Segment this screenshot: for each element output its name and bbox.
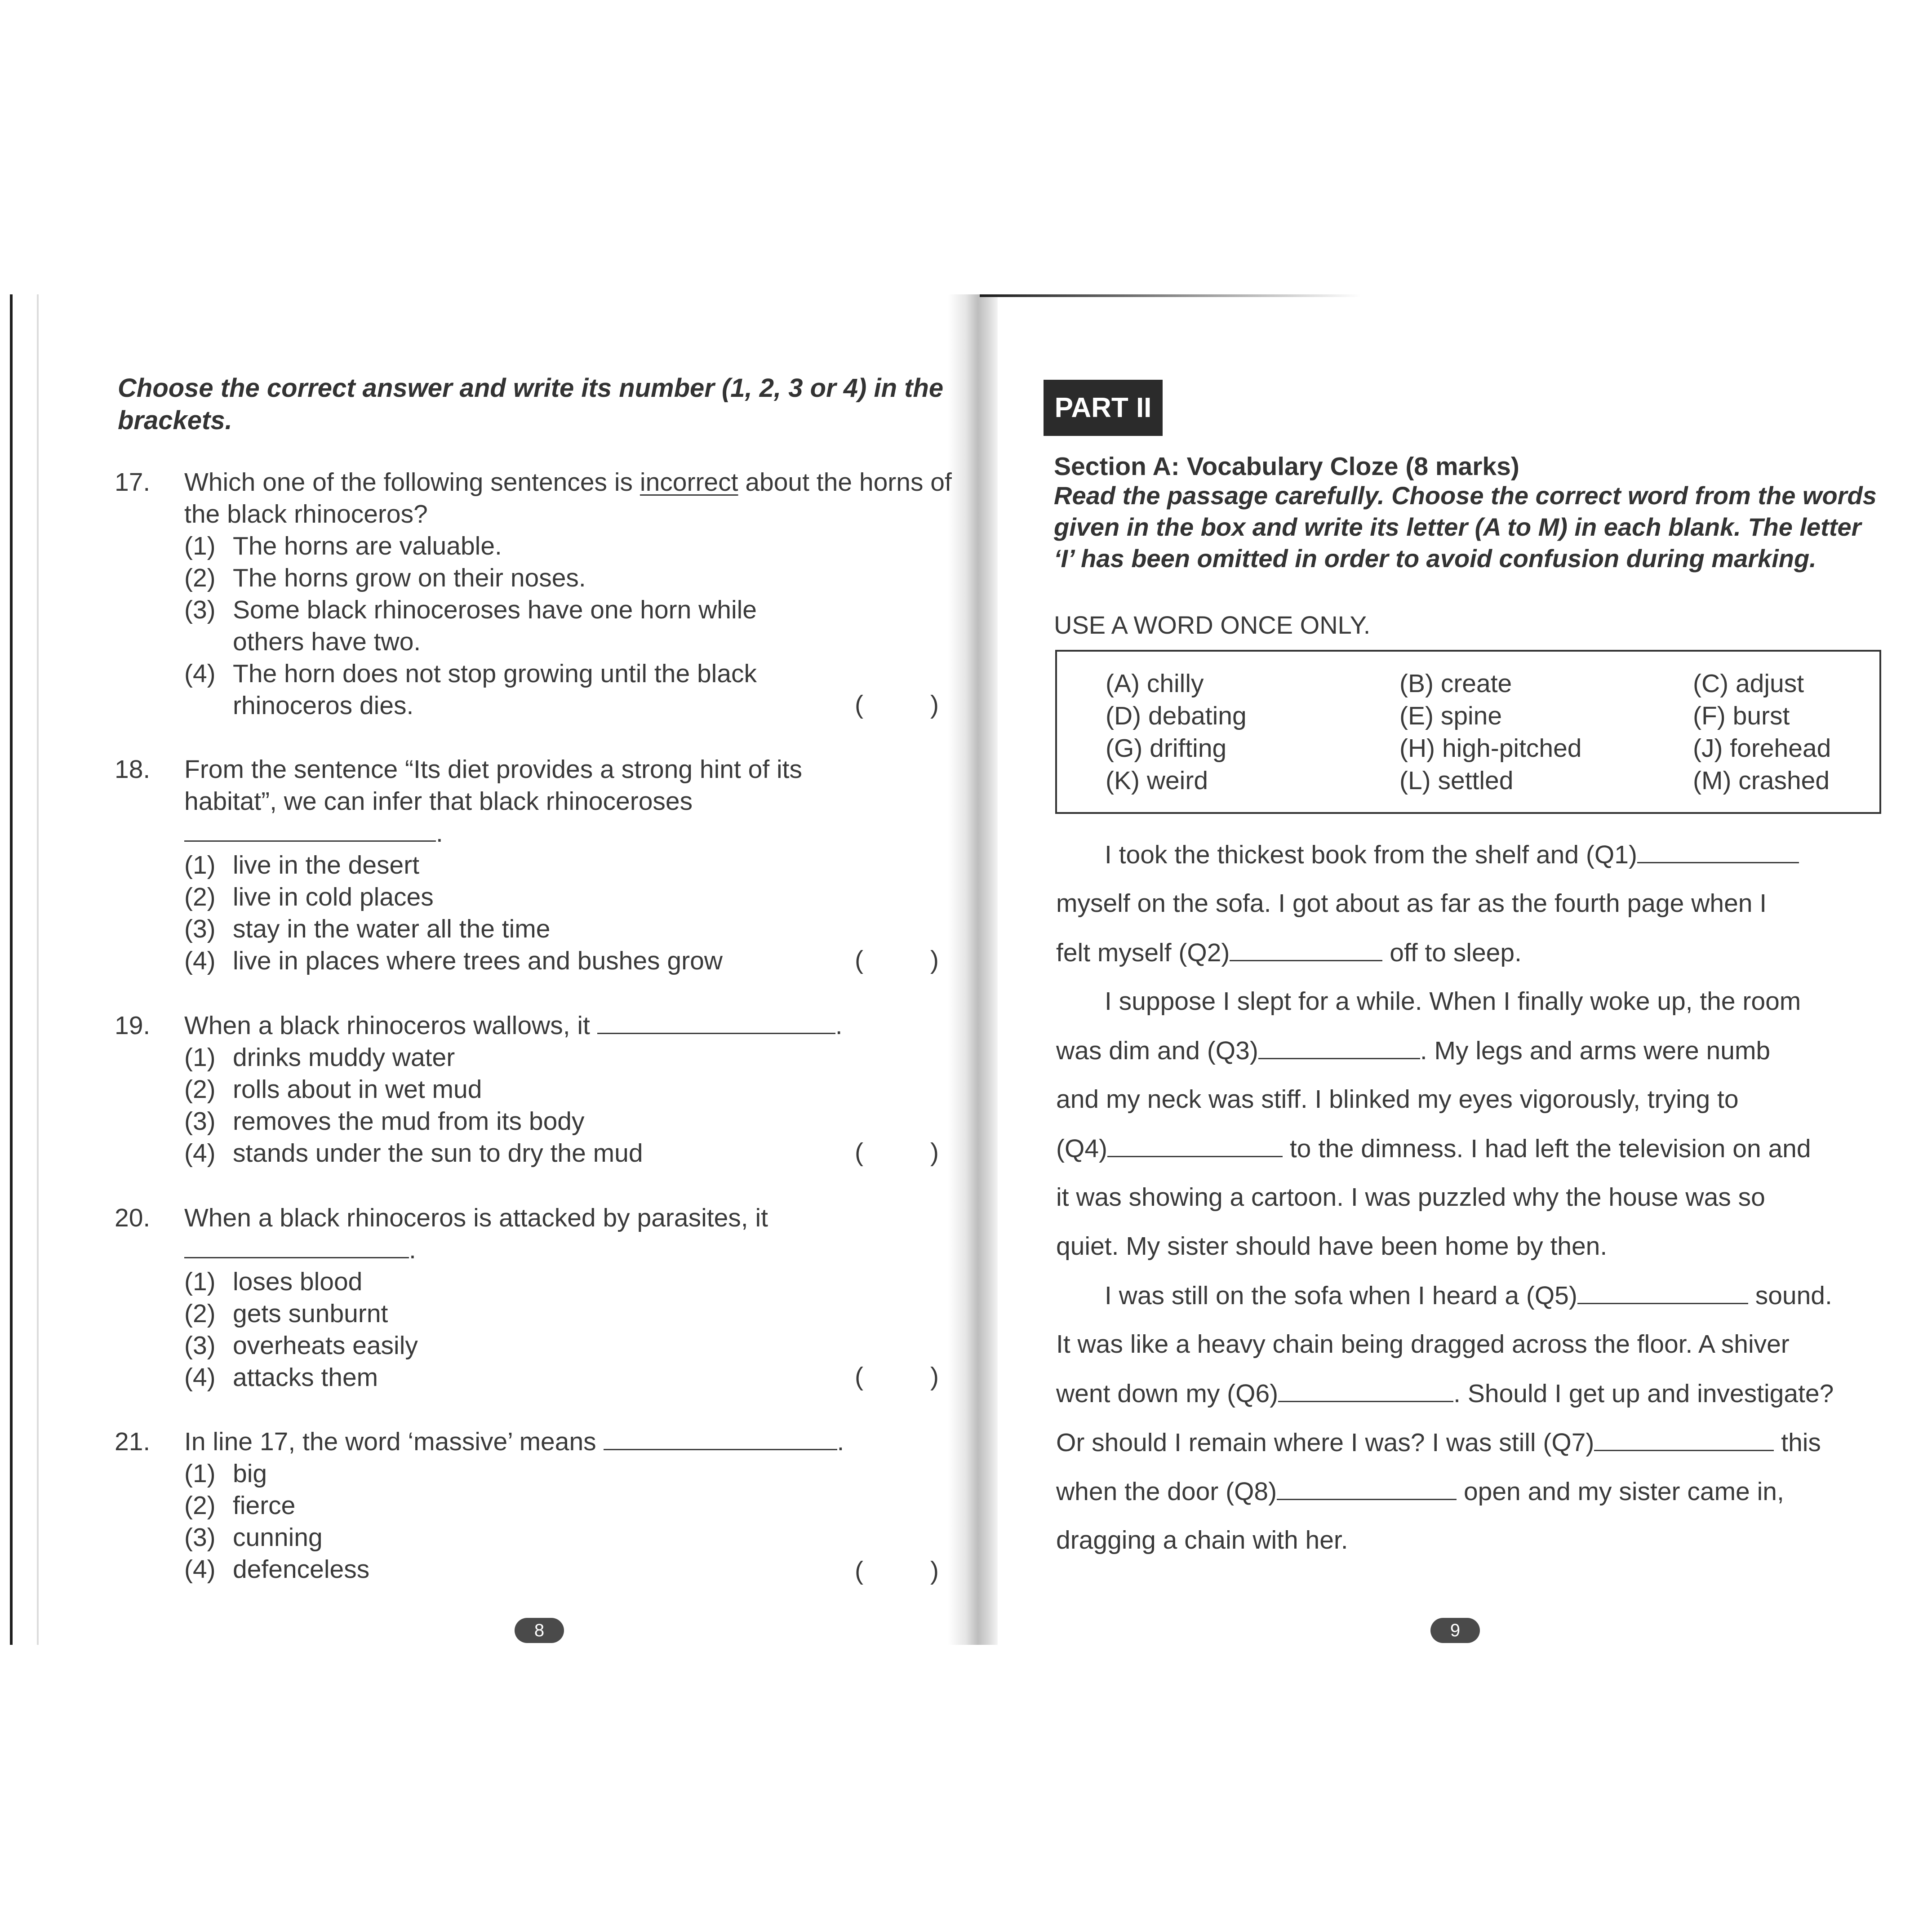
option-text: defenceless [233,1555,370,1584]
question-stem: When a black rhinoceros is attacked by parasites, it [184,1204,768,1232]
question-stem [184,466,975,530]
option-text: Some black rhinoceroses have one horn while others have two. [233,595,757,656]
answer-bracket-open: ( [855,1362,863,1391]
blank-q4 [1107,1133,1283,1157]
option-number: (4) [184,659,216,688]
blank-q3 [1258,1035,1420,1059]
word-option: (C) adjust [1693,669,1804,698]
passage-line [1056,1476,1784,1506]
question-20 [115,1202,968,1400]
option-number: (2) [184,1491,216,1520]
answer-bracket-close: ) [930,1138,939,1167]
passage-text: Or should I remain where I was? I was still (Q7) [1056,1428,1594,1457]
option-text: cunning [233,1523,323,1552]
option-text: live in the desert [233,851,420,879]
question-stem: From the sentence “Its diet provides a strong hint of its habitat”, we can infer that black rhinoceroses [184,755,802,816]
passage-text: was dim and (Q3) [1056,1036,1258,1065]
passage-line [1056,1035,1770,1066]
option-number: (4) [184,1363,216,1392]
option-number: (2) [184,1075,216,1104]
passage-line [1056,1427,1821,1457]
question-number: 20. [115,1204,151,1232]
word-box [1055,650,1881,814]
passage-text: I took the thickest book from the shelf and (Q1) [1105,840,1637,869]
answer-bracket-open: ( [855,1138,863,1167]
right-page-top-edge [980,294,1932,297]
option-text: stay in the water all the time [233,915,551,943]
book-left-edge [10,294,13,1645]
period: . [436,819,443,848]
passage-text: felt myself (Q2) [1056,938,1230,967]
question-number: 21. [115,1427,151,1456]
option-number: (4) [184,1139,216,1168]
option-text: removes the mud from its body [233,1107,585,1136]
option-number: (1) [184,532,216,560]
stem-text: In line 17, the word ‘massive’ means [184,1427,596,1456]
word-option: (L) settled [1399,766,1514,795]
word-option: (D) debating [1106,702,1247,730]
option-text: live in cold places [233,883,434,911]
passage-line: quiet. My sister should have been home by then. [1056,1232,1608,1261]
passage-text: . Should I get up and investigate? [1453,1379,1834,1408]
word-option: (E) spine [1399,702,1502,730]
question-number: 17. [115,468,151,497]
option-number: (3) [184,915,216,943]
option-number: (1) [184,1043,216,1072]
question-18 [115,754,968,987]
blank-q2 [1230,937,1382,961]
section-instruction: Read the passage carefully. Choose the correct word from the words given in the box and write its letter (A to M) in each blank. The letter ‘I’ has been omitted in order to avoid confusion during marking. [1054,481,1877,573]
option-number: (2) [184,883,216,911]
blank-line [597,1010,835,1034]
question-17 [115,466,968,727]
page-number-left: 8 [515,1618,564,1643]
option-text: attacks them [233,1363,378,1392]
passage-line: It was like a heavy chain being dragged across the floor. A shiver [1056,1330,1790,1359]
passage-line: dragging a chain with her. [1056,1526,1348,1554]
word-option: (J) forehead [1693,734,1831,763]
underlined-word: incorrect [640,468,738,497]
option-number: (3) [184,1107,216,1136]
answer-bracket-open: ( [855,946,863,974]
passage-line: and my neck was stiff. I blinked my eyes vigorously, trying to [1056,1085,1739,1114]
passage-line: it was showing a cartoon. I was puzzled why the house was so [1056,1183,1765,1212]
part-badge: PART II [1044,380,1163,436]
question-21 [115,1426,968,1597]
passage-text: sound. [1755,1281,1832,1310]
option-number: (1) [184,851,216,879]
answer-bracket-open: ( [855,1556,863,1585]
blank-line [184,1235,409,1258]
period: . [837,1427,844,1456]
stem-text: When a black rhinoceros wallows, it [184,1011,590,1040]
page-edge-shadow [37,294,39,1645]
section-title: Section A: Vocabulary Cloze (8 marks) [1054,452,1519,481]
option-text: loses blood [233,1267,363,1296]
option-number: (4) [184,1555,216,1584]
answer-bracket-close: ) [930,946,939,974]
question-stem [184,1010,1016,1042]
passage-text: off to sleep. [1390,938,1522,967]
passage-text: I was still on the sofa when I heard a (Q5) [1105,1281,1577,1310]
passage-line [1105,839,1799,870]
option-text: stands under the sun to dry the mud [233,1139,643,1168]
passage-line [1105,1280,1832,1310]
word-option: (F) burst [1693,702,1790,730]
passage-line [1056,1133,1811,1164]
passage-text: when the door (Q8) [1056,1477,1277,1506]
option-number: (1) [184,1267,216,1296]
word-option: (H) high-pitched [1399,734,1582,763]
option-text: overheats easily [233,1331,418,1360]
use-once-note: USE A WORD ONCE ONLY. [1054,611,1371,639]
question-number: 19. [115,1011,151,1040]
blank-q8 [1277,1476,1457,1500]
stem-text: Which one of the following sentences is [184,468,640,497]
word-option: (A) chilly [1106,669,1204,698]
passage-text: this [1781,1428,1821,1457]
option-text: fierce [233,1491,296,1520]
answer-bracket-close: ) [930,690,939,719]
blank-q6 [1278,1378,1453,1402]
option-number: (2) [184,1299,216,1328]
passage-text: . My legs and arms were numb [1420,1036,1771,1065]
option-number: (1) [184,1459,216,1488]
option-text: The horns grow on their noses. [233,564,586,592]
blank-q1 [1637,839,1799,863]
passage-line: myself on the sofa. I got about as far as the fourth page when I [1056,889,1767,918]
option-number: (2) [184,564,216,592]
question-19 [115,1010,968,1181]
option-number: (3) [184,1523,216,1552]
question-number: 18. [115,755,151,784]
period: . [409,1235,416,1264]
option-text: The horns are valuable. [233,532,502,560]
passage-line: I suppose I slept for a while. When I finally woke up, the room [1105,987,1801,1016]
word-option: (M) crashed [1693,766,1830,795]
page-number-right: 9 [1430,1618,1480,1643]
passage-line [1056,1378,1834,1408]
word-option: (K) weird [1106,766,1208,795]
option-text: live in places where trees and bushes grow [233,946,723,975]
passage-text: (Q4) [1056,1134,1107,1163]
comprehension-instruction: Choose the correct answer and write its number (1, 2, 3 or 4) in the brackets. [118,373,944,435]
passage-text: went down my (Q6) [1056,1379,1279,1408]
blank-q5 [1577,1280,1748,1304]
answer-bracket-close: ) [930,1556,939,1585]
passage-text: to the dimness. I had left the television on and [1289,1134,1811,1163]
option-text: drinks muddy water [233,1043,455,1072]
question-stem [184,1426,1016,1458]
word-option: (G) drifting [1106,734,1227,763]
answer-bracket-close: ) [930,1362,939,1391]
answer-blank [184,1234,858,1266]
stem-text: about the horns of the black rhinoceros? [184,468,952,529]
option-number: (3) [184,595,216,624]
blank-q7 [1594,1427,1774,1451]
option-number: (4) [184,946,216,975]
blank-line [184,818,436,842]
option-text: The horn does not stop growing until the black rhinoceros dies. [233,659,757,720]
word-option: (B) create [1399,669,1512,698]
option-number: (3) [184,1331,216,1360]
passage-text: open and my sister came in, [1463,1477,1784,1506]
passage-line [1056,937,1522,968]
blank-line [604,1426,837,1450]
answer-bracket-open: ( [855,690,863,719]
option-text: rolls about in wet mud [233,1075,482,1104]
cloze-passage [1056,839,1882,1568]
option-text: big [233,1459,267,1488]
period: . [835,1011,843,1040]
answer-blank [184,817,858,849]
option-text: gets sunburnt [233,1299,388,1328]
